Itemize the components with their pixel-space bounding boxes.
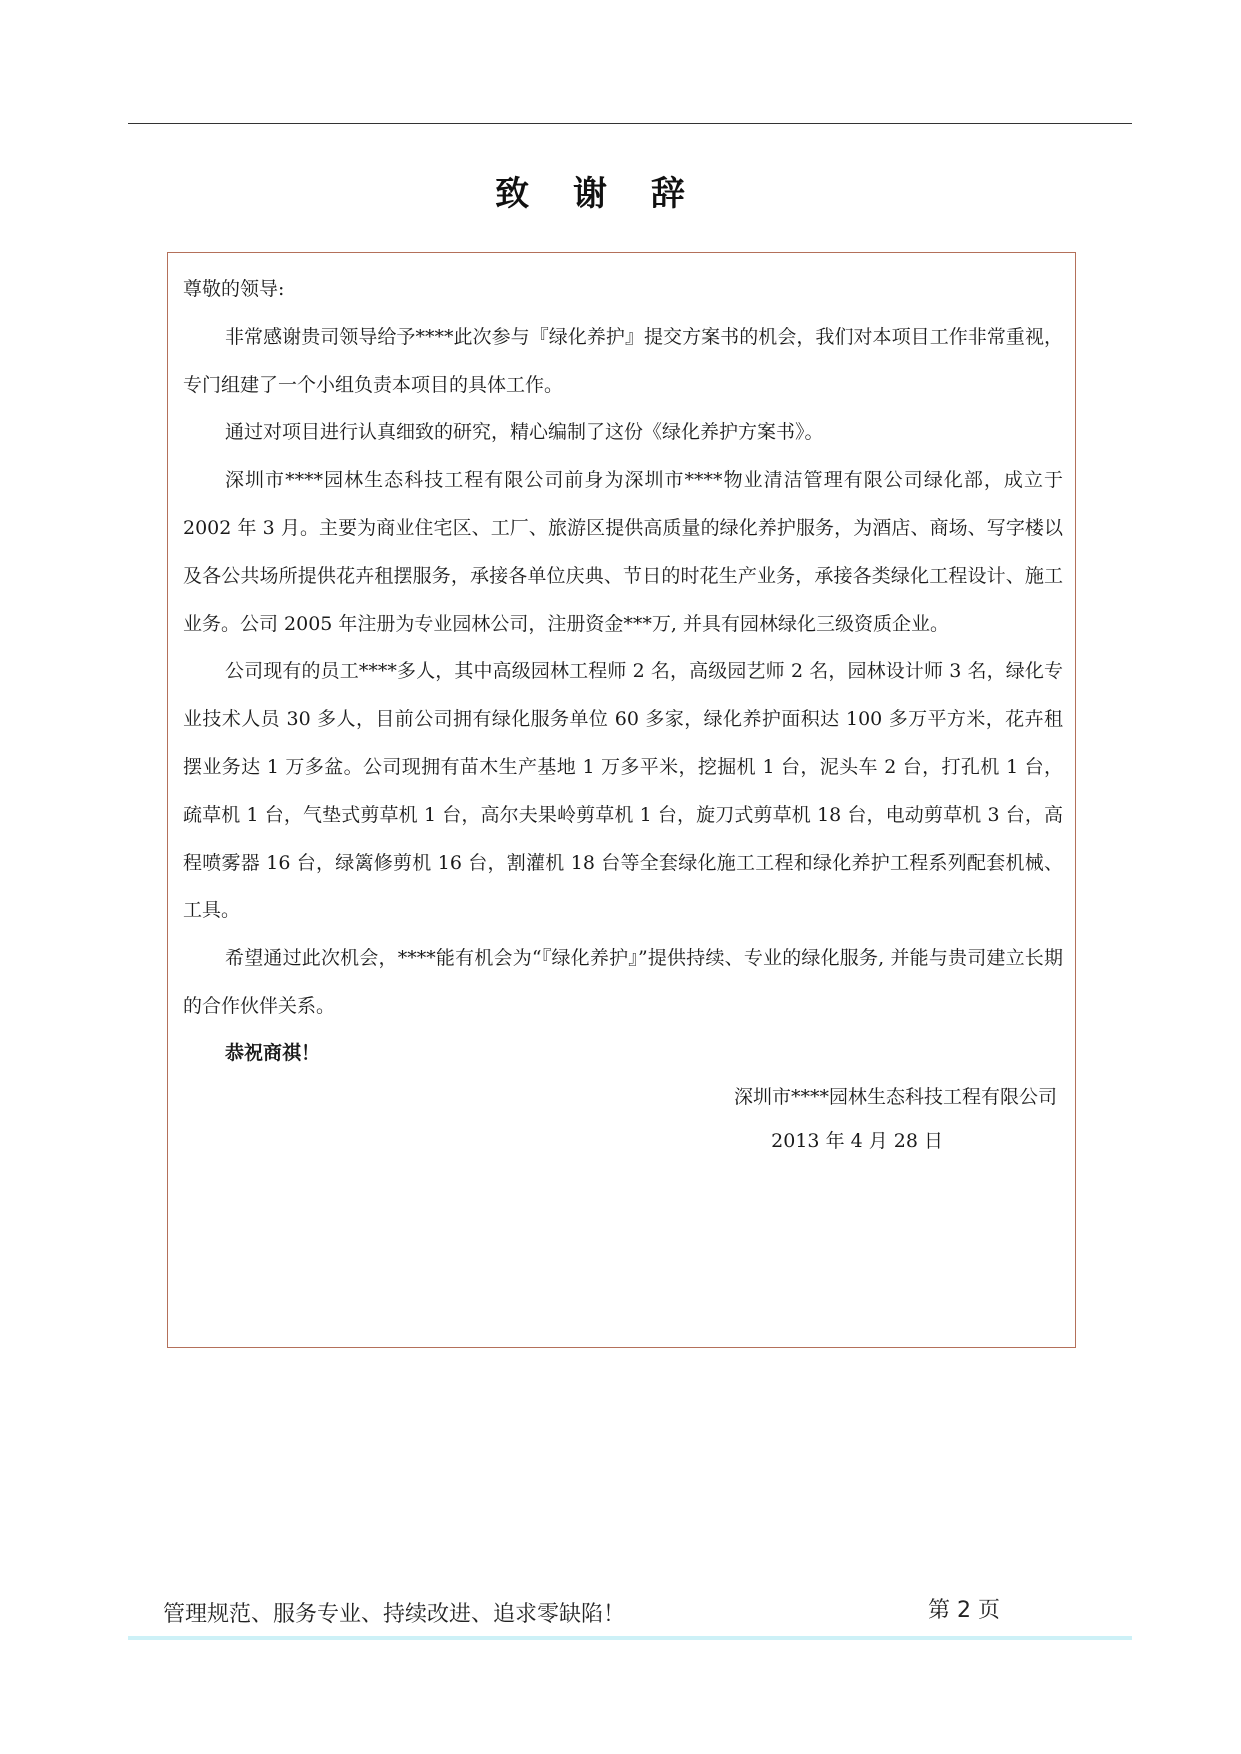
letter-paragraph-staff-equipment: 公司现有的员工****多人，其中高级园林工程师 2 名，高级园艺师 2 名，园林设计师 3 名，绿化专业技术人员 30 多人，目前公司拥有绿化服务单位 60 多家，绿化养护面积达 100 多万平方米，花卉租摆业务达 1 万多盆。公司现拥有苗木生产基地 1 万多平米，挖掘机 1 台，泥头车 2 台，打孔机 1 台，疏草机 1 台，气垫式剪草机 1 台，高尔夫果岭剪草机 1 台，旋刀式剪草机 18 台，电动剪草机 3 台，高程喷雾器 16 台，绿篱修剪机 16 台，割灌机 18 台等全套绿化施工工程和绿化养护工程系列配套机械、工具。 — [183, 660, 1063, 922]
letter-paragraph-company-history: 深圳市****园林生态科技工程有限公司前身为深圳市****物业清洁管理有限公司绿化部，成立于 2002 年 3 月。主要为商业住宅区、工厂、旅游区提供高质量的绿化养护服务，为酒店、商场、写字楼以及各公共场所提供花卉租摆服务，承接各单位庆典、节日的时花生产业务，承接各类绿化工程设计、施工业务。公司 2005 年注册为专业园林公司，注册资金***万, 并具有园林绿化三级资质企业。 — [183, 469, 1063, 635]
signature-company: 深圳市****园林生态科技工程有限公司 — [733, 1085, 1057, 1108]
letter-paragraph-study: 通过对项目进行认真细致的研究，精心编制了这份《绿化养护方案书》。 — [225, 421, 824, 444]
footer-slogan: 管理规范、服务专业、持续改进、追求零缺陷！ — [163, 1602, 626, 1627]
letter-salutation: 尊敬的领导: — [183, 278, 285, 300]
page-title: 致 谢 辞 — [495, 174, 701, 214]
letter-paragraph-thanks: 非常感谢贵司领导给予****此次参与『绿化养护』提交方案书的机会，我们对本项目工作非常重视，专门组建了一个小组负责本项目的具体工作。 — [183, 325, 1063, 396]
letter-body — [183, 266, 1063, 1163]
header-rule — [128, 123, 1132, 124]
letter-closing: 恭祝商祺！ — [225, 1041, 321, 1064]
footer-rule — [128, 1636, 1132, 1640]
letter-paragraph-cooperation: 希望通过此次机会，****能有机会为“『绿化养护』”提供持续、专业的绿化服务, 并能与贵司建立长期的合作伙伴关系。 — [183, 947, 1063, 1017]
page-number: 第 2 页 — [928, 1598, 1000, 1623]
signature-date: 2013 年 4 月 28 日 — [771, 1129, 943, 1152]
